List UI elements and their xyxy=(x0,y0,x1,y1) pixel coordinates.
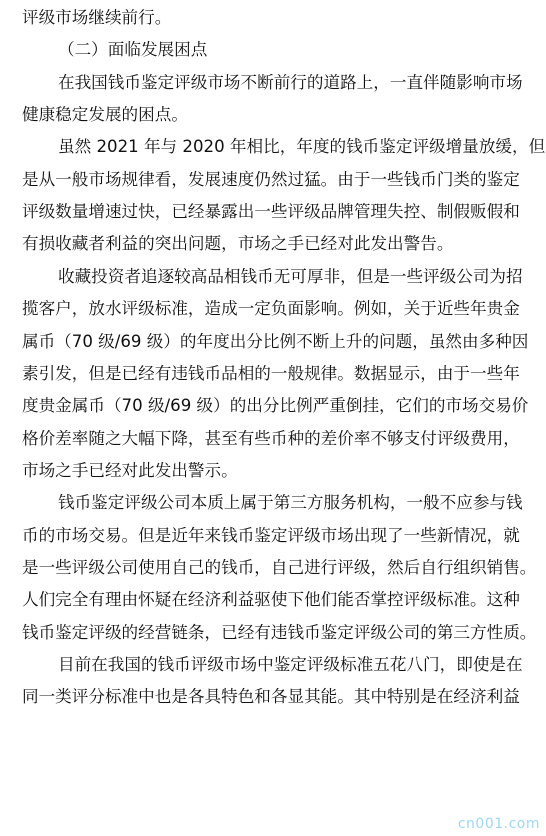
section-heading: （二）面临发展困点 xyxy=(58,40,208,60)
paragraph-line: 属币（70 级/69 级）的年度出分比例不断上升的问题，虽然由多种因 xyxy=(22,331,529,351)
paragraph-line: 钱币鉴定评级的经营链条，已经有违钱币鉴定评级公司的第三方性质。 xyxy=(22,622,537,642)
paragraph-line: 在我国钱币鉴定评级市场不断前行的道路上，一直伴随影响市场 xyxy=(58,72,523,92)
paragraph-line: 素引发，但是已经有违钱币品相的一般规律。数据显示，由于一些年 xyxy=(22,363,520,383)
paragraph-line: 度贵金属币（70 级/69 级）的出分比例严重倒挂，它们的市场交易价 xyxy=(22,396,529,416)
paragraph-line: 虽然 2021 年与 2020 年相比，年度的钱币鉴定评级增量放缓，但 xyxy=(58,137,546,157)
paragraph-line: 格价差率随之大幅下降，甚至有些币种的差价率不够支付评级费用， xyxy=(22,428,520,448)
paragraph-line: 人们完全有理由怀疑在经济利益驱使下他们能否掌控评级标准。这种 xyxy=(22,590,520,610)
paragraph-line: 评级数量增速过快，已经暴露出一些评级品牌管理失控、制假贩假和 xyxy=(22,202,520,222)
paragraph-line: 有损收藏者利益的突出问题，市场之手已经对此发出警告。 xyxy=(22,234,454,254)
site-watermark: cn001.com xyxy=(457,816,540,832)
paragraph-line: 市场之手已经对此发出警示。 xyxy=(22,460,238,480)
paragraph-line: 揽客户，放水评级标准，造成一定负面影响。例如，关于近些年贵金 xyxy=(22,299,520,319)
paragraph-line: 钱币鉴定评级公司本质上属于第三方服务机构，一般不应参与钱 xyxy=(58,493,523,513)
paragraph-line: 同一类评分标准中也是各具特色和各显其能。其中特别是在经济利益 xyxy=(22,687,520,707)
paragraph-line: 是从一般市场规律看，发展速度仍然过猛。由于一些钱币门类的鉴定 xyxy=(22,169,520,189)
continued-line: 评级市场继续前行。 xyxy=(22,8,172,27)
paragraph-line: 币的市场交易。但是近年来钱币鉴定评级市场出现了一些新情况，就 xyxy=(22,525,520,545)
paragraph-line: 收藏投资者追逐较高品相钱币无可厚非，但是一些评级公司为招 xyxy=(58,266,523,286)
paragraph-line: 是一些评级公司使用自己的钱币，自己进行评级，然后自行组织销售。 xyxy=(22,557,537,577)
paragraph-line: 健康稳定发展的困点。 xyxy=(22,105,188,125)
paragraph-line: 目前在我国的钱币评级市场中鉴定评级标准五花八门，即使是在 xyxy=(58,655,523,674)
